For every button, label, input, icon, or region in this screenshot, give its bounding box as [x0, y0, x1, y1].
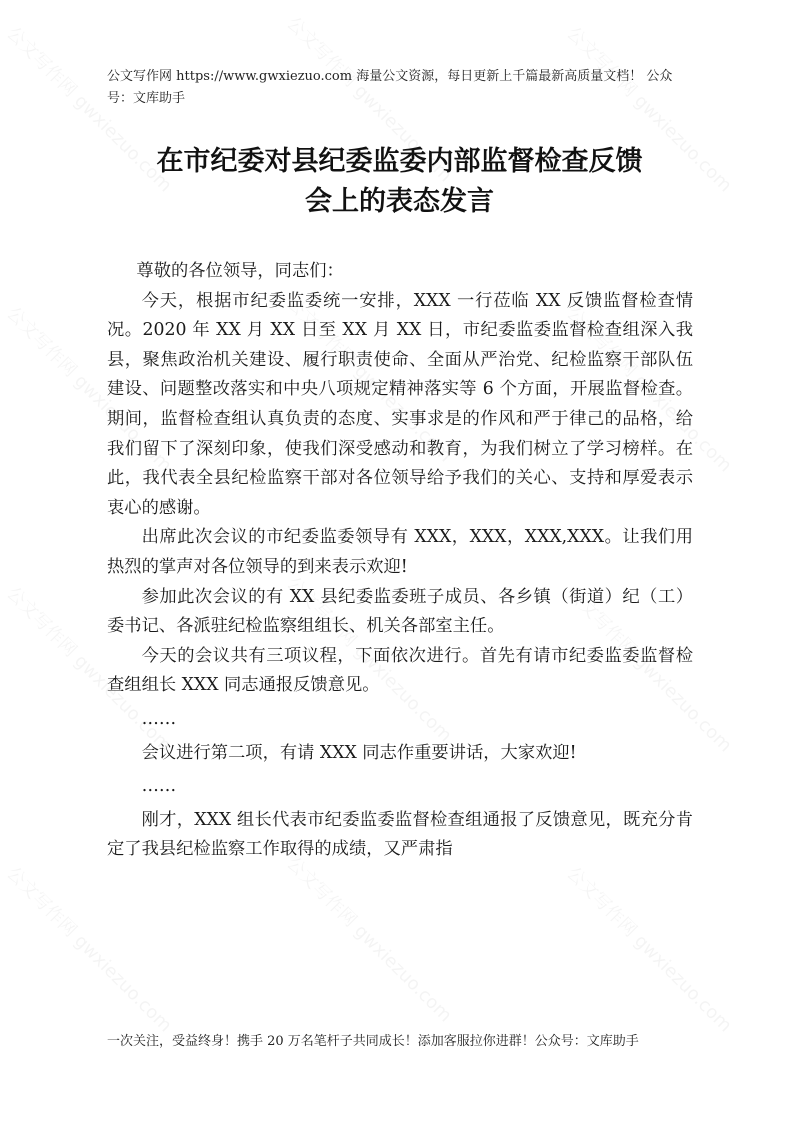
- title-line-2: 会上的表态发言: [305, 186, 494, 217]
- ellipsis-line: ……: [141, 776, 177, 797]
- paragraph: 今天，根据市纪委监委统一安排，XXX 一行莅临 XX 反馈监督检查情况。2020 年 XX 月 XX 日至 XX 月 XX 日，市纪委监委监督检查组深入我县，聚焦政治机关建设、履行职责使命、全面从严治党、纪检监察干部队伍建设、问题整改落实和中央八项规定精神落实等 6 个方面，开展监督检查。期间，监督检查组认真负责的态度、实事求是的作风和严于律己的品格，给我们留下了深刻印象，使我们深受感动和教育，为我们树立了学习榜样。在此，我代表全县纪检监察干部对各位领导给予我们的关心、支持和厚爱表示衷心的感谢。: [107, 290, 693, 518]
- watermark-text: [2, 860, 179, 1037]
- watermark-text: [282, 850, 459, 1027]
- salutation: 尊敬的各位领导，同志们：: [136, 261, 344, 281]
- footer-note: 一次关注，受益终身！携手 20 万名笔杆子共同成长！添加客服拉你进群！公众号：文库助手: [107, 1034, 639, 1049]
- ellipsis-line: ……: [141, 708, 177, 729]
- paragraph: 刚才，XXX 组长代表市纪委监委监督检查组通报了反馈意见，既充分肯定了我县纪检监察工作取得的成绩，又严肃指: [107, 809, 693, 860]
- title-line-1: 在市纪委对县纪委监委内部监督检查反馈: [156, 146, 643, 177]
- paragraph: 会议进行第二项，有请 XXX 同志作重要讲话，大家欢迎!: [141, 742, 577, 763]
- document-title: [107, 142, 692, 222]
- paragraph: 出席此次会议的市纪委监委领导有 XXX，XXX，XXX,XXX。让我们用热烈的掌声对各位领导的到来表示欢迎!: [107, 527, 693, 577]
- header-note: 公文写作网 https://www.gwxiezuo.com 海量公文资源，每日更新上千篇最新高质量文档！ 公众号：文库助手: [107, 69, 673, 106]
- paragraph: 今天的会议共有三项议程，下面依次进行。首先有请市纪委监委监督检查组组长 XXX 同志通报反馈意见。: [107, 645, 693, 696]
- paragraph: 参加此次会议的有 XX 县纪委监委班子成员、各乡镇（街道）纪（工）委书记、各派驻纪检监察组组长、机关各部室主任。: [107, 586, 693, 637]
- document-body: [107, 257, 693, 865]
- watermark-text: [562, 860, 739, 1037]
